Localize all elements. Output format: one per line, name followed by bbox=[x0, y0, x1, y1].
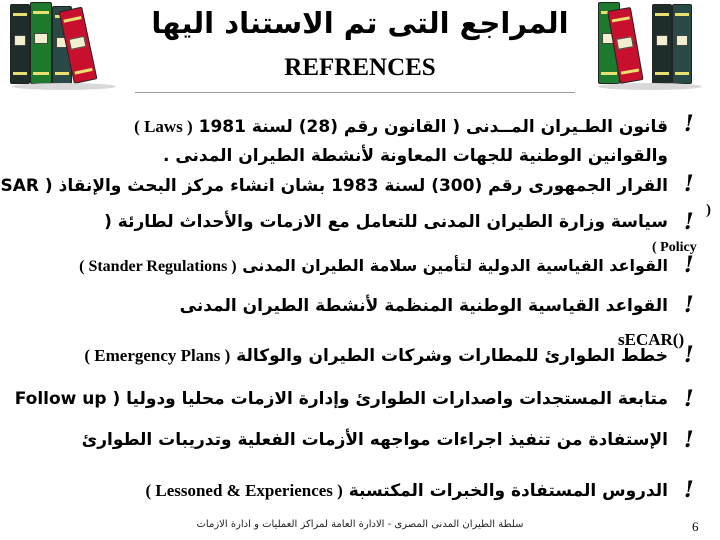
reference-ar: الإستفادة من تنفيذ اجراءات مواجهه الأزمات الفعلية وتدريبات الطوارئ bbox=[81, 430, 668, 450]
reference-line bbox=[15, 391, 668, 408]
bullet-icon: ! bbox=[684, 342, 694, 368]
overflow-paren: ) bbox=[706, 202, 711, 218]
reference-ar: سياسة وزارة الطيران المدنى للتعامل مع الازمات والأحداث لطارئة ( bbox=[104, 212, 668, 232]
reference-line bbox=[84, 347, 668, 365]
reference-ar: والقوانين الوطنية للجهات المعاونة لأنشطة الطيران المدنى . bbox=[162, 146, 668, 166]
books-left-icon bbox=[4, 4, 124, 90]
reference-ar: قانون الطـيران المــدنى ( القانون رقم (28) لسنة 1981 bbox=[198, 117, 668, 137]
books-right-icon bbox=[590, 4, 710, 90]
reference-ar: القواعد القياسية الدولية لتأمين سلامة الطيران المدنى bbox=[242, 256, 668, 275]
reference-line bbox=[134, 118, 668, 136]
bullet-icon: ! bbox=[684, 386, 694, 412]
reference-line bbox=[163, 148, 668, 165]
overflow-ecar: sECAR() bbox=[618, 330, 685, 349]
reference-en: ( Stander Regulations ) bbox=[79, 258, 237, 275]
reference-line bbox=[0, 178, 668, 195]
title-divider bbox=[135, 92, 575, 93]
bullet-icon: ! bbox=[684, 292, 694, 318]
reference-ar: القرار الجمهورى رقم (300) لسنة 1983 بشان انشاء مركز البحث والإنقاذ ( SAR bbox=[0, 176, 668, 196]
reference-en: ( Emergency Plans ) bbox=[84, 346, 231, 365]
reference-line bbox=[180, 298, 668, 315]
reference-ar: الدروس المستفادة والخبرات المكتسبة bbox=[348, 481, 668, 501]
bullet-icon: ! bbox=[684, 477, 694, 503]
bullet-icon: ! bbox=[684, 209, 694, 235]
reference-en: ( Lessoned & Experiences ) bbox=[145, 481, 343, 500]
overflow-policy: ( Policy bbox=[652, 240, 697, 255]
reference-ar: القواعد القياسية الوطنية المنظمة لأنشطة الطيران المدنى bbox=[179, 296, 668, 316]
reference-line bbox=[104, 214, 668, 231]
reference-line bbox=[145, 482, 668, 500]
reference-line bbox=[82, 432, 668, 449]
bullet-icon: ! bbox=[684, 252, 694, 278]
page-subtitle: REFRENCES bbox=[284, 54, 436, 81]
footer-text: سلطة الطيران المدنى المصرى - الادارة العامة لمراكز العمليات و ادارة الازمات bbox=[196, 519, 524, 530]
reference-ar: متابعة المستجدات واصدارات الطوارئ وإدارة الازمات محليا ودوليا ( Follow up bbox=[14, 389, 668, 409]
bullet-icon: ! bbox=[684, 427, 694, 453]
bullet-icon: ! bbox=[684, 111, 694, 137]
bullet-icon: ! bbox=[684, 171, 694, 197]
page-title: المراجع التى تم الاستناد اليها bbox=[151, 6, 569, 40]
reference-line bbox=[79, 258, 668, 275]
reference-en: ( Laws ) bbox=[134, 117, 193, 136]
reference-ar: خطط الطوارئ للمطارات وشركات الطيران والوكالة bbox=[236, 346, 668, 366]
page-number: 6 bbox=[692, 519, 699, 534]
